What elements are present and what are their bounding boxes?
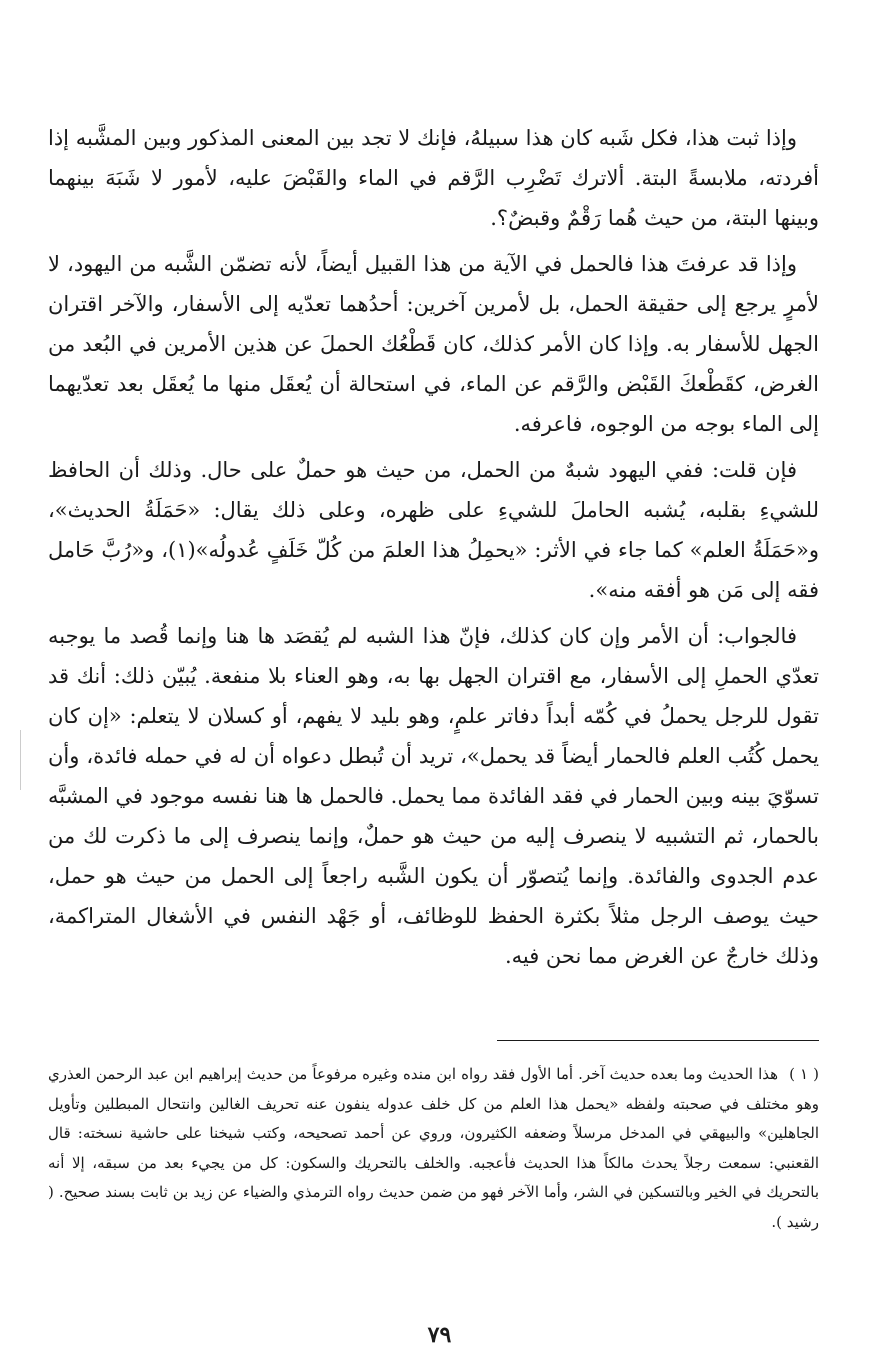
paragraph-4: فالجواب: أن الأمر وإن كان كذلك، فإنّ هذا الشبه لم يُقصَد ها هنا وإنما قُصد ما يوجبه تعدّي الحملِ إلى الأسفار، مع اقتران الجهل بها به، وهو العناء بلا منفعة. يُبيّن ذلك: أنك قد تقول للرجل يحملُ في كُمّه أبداً دفاتر علمٍ، وهو بليد لا يفهم، أو كسلان لا يتعلم: «إن كان يحمل كُتُب العلم فالحمار أيضاً قد يحمل»، تريد أن تُبطل دعواه أن له في حمله فائدة، وأن تسوّيَ بينه وبين الحمار في فقد الفائدة مما يحمل. فالحمل ها هنا نفسه موجود في المشبَّه بالحمار، ثم التشبيه لا ينصرف إليه من حيث هو حملٌ، وإنما ينصرف إلى ما ذكرت لك من عدم الجدوى والفائدة. وإنما يُتصوّر أن يكون الشَّبه راجعاً إلى الحمل من حيث هو حمل، حيث يوصف الرجل مثلاً بكثرة الحفظ للوظائف، أو جَهْد النفس في الأشغال المتراكمة، وذلك خارجٌ عن الغرض مما نحن فيه.	[48, 624, 819, 968]
page-number: ٧٩	[427, 1322, 452, 1348]
footnote-text: هذا الحديث وما بعده حديث آخر. أما الأول فقد رواه ابن منده وغيره مرفوعاً من حديث إبراهيم ابن عبد الرحمن العذري وهو مختلف في صحبته ولفظه «يحمل هذا العلم من كل خلف عدوله ينفون عنه تحريف الغالين وانتحال المبطلين وتأويل الجاهلين» والبيهقي في المدخل مرسلاً وضعفه الكثيرون، وروي عن أحمد تصحيحه، وكتب شيخنا على حاشية نسخته: قال القعنبي: سمعت رجلاً يحدث مالكاً هذا الحديث فأعجبه. والخلف بالتحريك والسكون: كل من يجيء بعد من سبقه، إلا أنه بالتحريك في الخير وبالتسكين في الشر، وأما الآخر فهو من ضمن حديث رواه الترمذي والضياء عن زيد بن ثابت بسند صحيح. ( رشيد ).	[48, 1065, 819, 1231]
footnote-separator	[497, 1040, 819, 1041]
paragraph-3: فإن قلت: ففي اليهود شبهٌ من الحمل، من حيث هو حملٌ على حال. وذلك أن الحافظ للشيءِ بقلبه، يُشبه الحاملَ للشيءِ على ظهره، وعلى ذلك يقال: «حَمَلَةُ الحديث»، و«حَمَلَةُ العلم» كما جاء في الأثر: «يحمِلُ هذا العلمَ من كُلّ خَلَفٍ عُدولُه»(١)، و«رُبَّ حَامل فقه إلى مَن هو أفقه منه».	[48, 458, 819, 602]
paragraph-2: وإذا قد عرفتَ هذا فالحمل في الآية من هذا القبيل أيضاً، لأنه تضمّن الشَّبه من اليهود، لا لأمرٍ يرجع إلى حقيقة الحمل، بل لأمرين آخرين: أحدُهما تعدّيه إلى الأسفار، والآخر اقتران الجهل للأسفار به. وإذا كان الأمر كذلك، كان قَطْعُك الحملَ عن هذين الأمرين في البُعد من الغرض، كقَطْعكَ القَبْض والرَّقم عن الماء، في استحالة أن يُعقَل منها ما يُعقَل بعد تعدّيهما إلى الماء بوجه من الوجوه، فاعرفه.	[48, 252, 819, 436]
footnote	[48, 1060, 819, 1237]
main-text-body	[48, 118, 819, 976]
scan-edge-mark	[20, 730, 21, 790]
footnote-marker: ( ١ )	[789, 1065, 819, 1083]
paragraph-1: وإذا ثبت هذا، فكل شَبه كان هذا سبيلهُ، فإنك لا تجد بين المعنى المذكور وبين المشَّبه إذا أفردته، ملابسةً البتة. ألاترك تَضْرِب الرَّقم في الماء والقَبْضَ عليه، لأمور لا شَبَهَ بينهما وبينها البتة، من حيث هُما رَقْمٌ وقبضٌ؟.	[48, 126, 819, 230]
